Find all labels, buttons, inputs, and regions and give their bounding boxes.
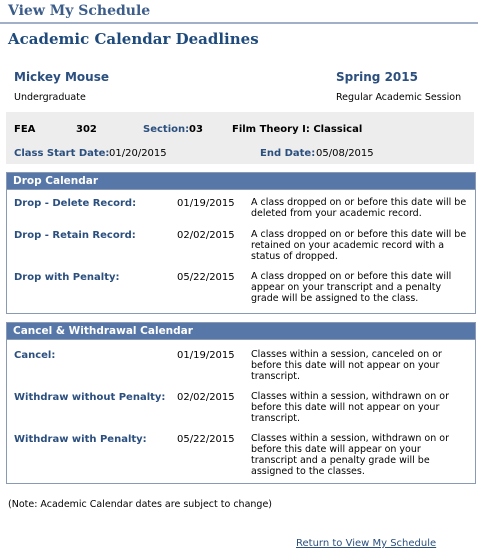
drop-calendar-section [6, 172, 476, 314]
class-info-panel [6, 112, 474, 164]
withdrawal-calendar-header: Cancel & Withdrawal Calendar [7, 323, 475, 340]
withdraw-penalty-desc: Classes within a session, withdrawn on or before this date will appear on your transcript and a penalty grade will be assigned to the classes. [251, 433, 449, 477]
drop-delete-label: Drop - Delete Record: [14, 198, 137, 209]
section-label: Section: [143, 124, 190, 135]
header-bar [0, 0, 478, 24]
withdraw-no-penalty-date: 02/02/2015 [177, 392, 235, 403]
calendar-note: (Note: Academic Calendar dates are subject to change) [8, 499, 272, 510]
withdraw-penalty-label: Withdraw with Penalty: [14, 434, 147, 445]
drop-penalty-desc: A class dropped on or before this date will appear on your transcript and a penalty grade will be assigned to the class. [251, 271, 452, 304]
cancel-date: 01/19/2015 [177, 350, 235, 361]
drop-penalty-date: 05/22/2015 [177, 272, 235, 283]
drop-delete-date: 01/19/2015 [177, 198, 235, 209]
session-name: Regular Academic Session [336, 92, 462, 103]
section-value: 03 [189, 124, 203, 135]
withdraw-no-penalty-label: Withdraw without Penalty: [14, 392, 166, 403]
cancel-label: Cancel: [14, 350, 56, 361]
withdraw-no-penalty-desc: Classes within a session, withdrawn on or before this date will not appear on your transcript. [251, 391, 449, 424]
student-career: Undergraduate [14, 92, 86, 103]
end-date-label: End Date: [260, 148, 316, 159]
end-date-value: 05/08/2015 [316, 148, 374, 159]
withdrawal-calendar-section [6, 322, 476, 484]
drop-retain-date: 02/02/2015 [177, 230, 235, 241]
class-catalog: 302 [76, 124, 97, 135]
drop-calendar-header: Drop Calendar [7, 173, 475, 190]
class-start-label: Class Start Date: [14, 148, 110, 159]
return-to-schedule-link[interactable]: Return to View My Schedule [296, 538, 437, 549]
header-title: View My Schedule [8, 3, 151, 19]
page-title: Academic Calendar Deadlines [8, 30, 259, 48]
student-name: Mickey Mouse [14, 70, 109, 84]
term-name: Spring 2015 [336, 70, 418, 84]
class-subject: FEA [14, 124, 36, 135]
drop-retain-label: Drop - Retain Record: [14, 230, 136, 241]
class-start-value: 01/20/2015 [109, 148, 167, 159]
withdraw-penalty-date: 05/22/2015 [177, 434, 235, 445]
drop-delete-desc: A class dropped on or before this date will be deleted from your academic record. [251, 197, 467, 219]
cancel-desc: Classes within a session, canceled on or before this date will not appear on your transcript. [251, 349, 442, 382]
drop-retain-desc: A class dropped on or before this date will be retained on your academic record with a status of dropped. [251, 229, 467, 262]
drop-penalty-label: Drop with Penalty: [14, 272, 120, 283]
course-title: Film Theory I: Classical [232, 124, 363, 135]
